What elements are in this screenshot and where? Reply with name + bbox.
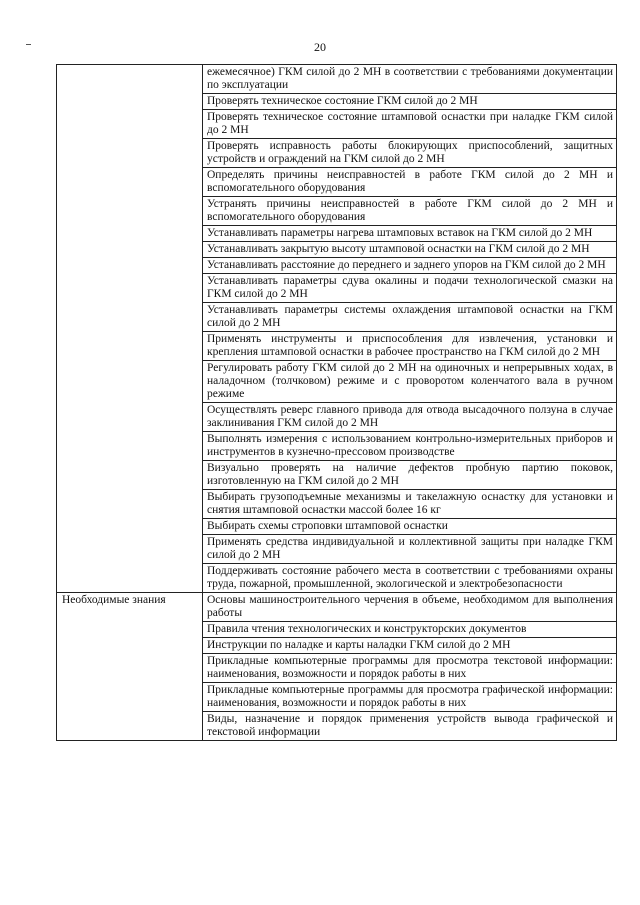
skill-item: Поддерживать состояние рабочего места в соответствии с требованиями охраны труда, пожарной, промышленной, экологической и электробезопасности — [203, 564, 617, 593]
skill-item: Проверять исправность работы блокирующих приспособлений, защитных устройств и ограждений на ГКМ силой до 2 МН — [203, 139, 617, 168]
margin-mark — [26, 44, 31, 45]
skill-item: Устранять причины неисправностей в работе ГКМ силой до 2 МН и вспомогательного оборудования — [203, 197, 617, 226]
skill-item: Устанавливать параметры сдува окалины и подачи технологической смазки на ГКМ силой до 2 МН — [203, 274, 617, 303]
requirements-table — [56, 64, 617, 741]
skill-item: Выполнять измерения с использованием контрольно-измерительных приборов и инструментов в кузнечно-прессовом производстве — [203, 432, 617, 461]
skill-item: Проверять техническое состояние ГКМ силой до 2 МН — [203, 94, 617, 110]
page-number: 20 — [314, 40, 326, 54]
knowledge-item: Правила чтения технологических и конструкторских документов — [203, 622, 617, 638]
knowledge-item: Прикладные компьютерные программы для просмотра текстовой информации: наименования, возможности и порядок работы в них — [203, 654, 617, 683]
skill-item: Визуально проверять на наличие дефектов пробную партию поковок, изготовленную на ГКМ силой до 2 МН — [203, 461, 617, 490]
skill-item: Устанавливать закрытую высоту штамповой оснастки на ГКМ силой до 2 МН — [203, 242, 617, 258]
skill-item: Выбирать схемы строповки штамповой оснастки — [203, 519, 617, 535]
table-row — [57, 593, 617, 622]
skill-item: ежемесячное) ГКМ силой до 2 МН в соответствии с требованиями документации по эксплуатации — [203, 65, 617, 94]
skill-item: Осуществлять реверс главного привода для отвода высадочного ползуна в случае заклинивания ГКМ силой до 2 МН — [203, 403, 617, 432]
skill-item: Определять причины неисправностей в работе ГКМ силой до 2 МН и вспомогательного оборудования — [203, 168, 617, 197]
skill-item: Устанавливать параметры системы охлаждения штамповой оснастки на ГКМ силой до 2 МН — [203, 303, 617, 332]
skill-item: Регулировать работу ГКМ силой до 2 МН на одиночных и непрерывных ходах, в наладочном (толчковом) режиме и с проворотом коленчатого вала в ручном режиме — [203, 361, 617, 403]
knowledge-item: Прикладные компьютерные программы для просмотра графической информации: наименования, возможности и порядок работы в них — [203, 683, 617, 712]
skill-item: Выбирать грузоподъемные механизмы и такелажную оснастку для установки и снятия штамповой оснастки массой более 16 кг — [203, 490, 617, 519]
skill-item: Устанавливать параметры нагрева штамповых вставок на ГКМ силой до 2 МН — [203, 226, 617, 242]
knowledge-item: Инструкции по наладке и карты наладки ГКМ силой до 2 МН — [203, 638, 617, 654]
skills-label-cell — [57, 65, 203, 593]
skill-item: Применять инструменты и приспособления для извлечения, установки и крепления штамповой оснастки в рабочее пространство на ГКМ силой до 2 МН — [203, 332, 617, 361]
table-row — [57, 65, 617, 94]
knowledge-item: Виды, назначение и порядок применения устройств вывода графической и текстовой информации — [203, 712, 617, 741]
table-body — [57, 65, 617, 741]
skill-item: Проверять техническое состояние штамповой оснастки при наладке ГКМ силой до 2 МН — [203, 110, 617, 139]
skill-item: Применять средства индивидуальной и коллективной защиты при наладке ГКМ силой до 2 МН — [203, 535, 617, 564]
knowledge-item: Основы машиностроительного черчения в объеме, необходимом для выполнения работы — [203, 593, 617, 622]
knowledge-label-cell: Необходимые знания — [57, 593, 203, 741]
skill-item: Устанавливать расстояние до переднего и заднего упоров на ГКМ силой до 2 МН — [203, 258, 617, 274]
